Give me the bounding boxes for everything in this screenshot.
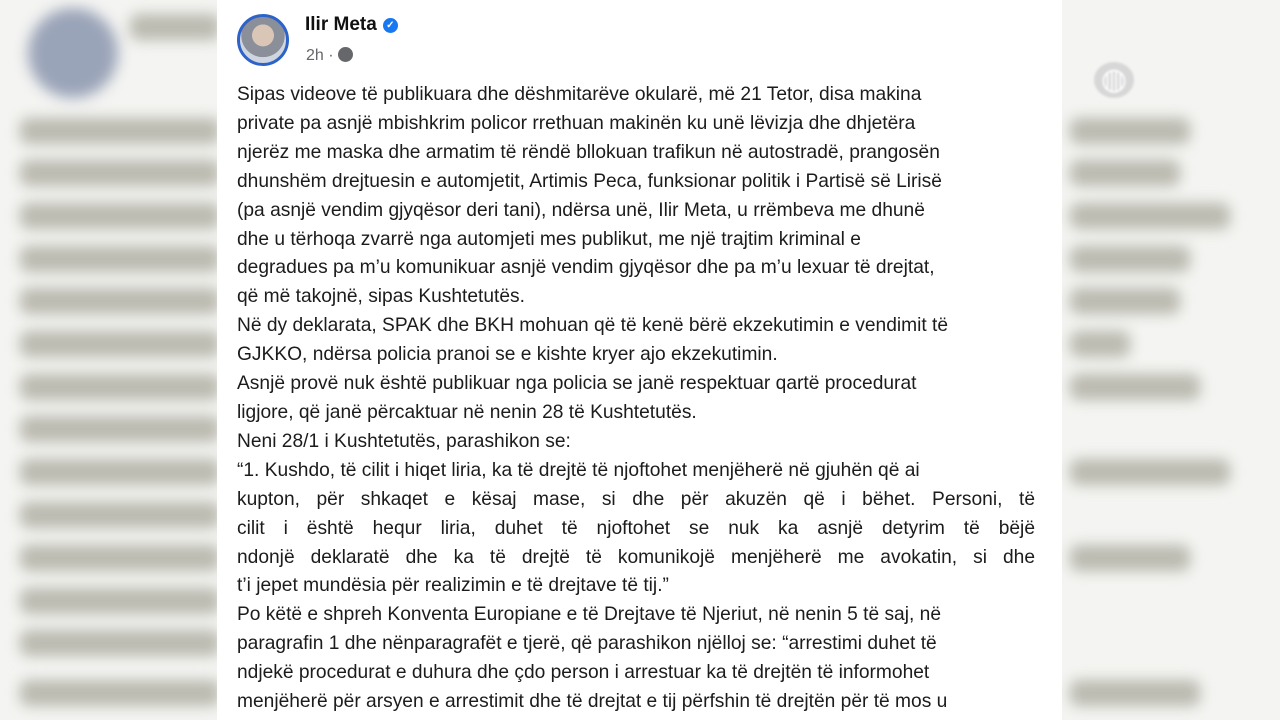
globe-icon [338, 47, 353, 62]
post-line: “1. Kushdo, të cilit i hiqet liria, ka të drejtë të njoftohet menjëherë në gjuhën që ai [237, 459, 920, 481]
post-line: degradues pa m’u komunikuar asnjë vendim gjyqësor dhe pa m’u lexuar të drejtat, [237, 257, 935, 279]
post-line: dhunshëm drejtuesin e automjetit, Artimis Peca, funksionar politik i Partisë së Lirisë [237, 170, 942, 192]
post-line: Në dy deklarata, SPAK dhe BKH mohuan që të kenë bërë ekzekutimin e vendimit të [237, 315, 949, 337]
post-line: Asnjë provë nuk është publikuar nga policia se janë respektuar qartë procedurat [237, 373, 917, 395]
post-line: që më takojnë, sipas Kushtetutës. [237, 286, 525, 308]
post-line: ndonjë deklaratë dhe ka të drejtë të komunikojë menjëherë me avokatin, si dhe [237, 546, 1035, 568]
post-line: ndjekë procedurat e duhura dhe çdo person i arrestuar ka të drejtën të informohet [237, 662, 930, 684]
post-line: menjëherë për arsyen e arrestimit dhe të drejtat e tij përfshin të drejtën për të mos u [237, 691, 948, 713]
post-line: paragrafin 1 dhe nënparagrafët e tjerë, që parashikon njëlloj se: “arrestimi duhet të [237, 633, 937, 655]
post-line: cilit i është hequr liria, duhet të njoftohet se nuk ka asnjë detyrim të bëjë [237, 517, 1035, 539]
post-line: njerëz me maska dhe armatim të rëndë bllokuan trafikun në autostradë, prangosën [237, 141, 940, 163]
post-text [237, 81, 1037, 717]
post-meta [306, 47, 353, 65]
post-line: Sipas videove të publikuara dhe dëshmitarëve okularë, më 21 Tetor, disa makina [237, 84, 922, 105]
post-line: Neni 28/1 i Kushtetutës, parashikon se: [237, 430, 571, 452]
author-avatar[interactable] [237, 14, 289, 66]
blurred-globe-icon: ◍ [1094, 62, 1134, 98]
author-name-row [305, 14, 398, 36]
post-line: t’i jepet mundësia për realizimin e të drejtave të tij.” [237, 575, 669, 597]
post-line: kupton, për shkaqet e kësaj mase, si dhe për akuzën që i bëhet. Personi, të [237, 488, 1035, 510]
post-line: Po këtë e shpreh Konventa Europiane e të Drejtave të Njeriut, në nenin 5 të saj, në [237, 604, 941, 626]
post-time[interactable]: 2h [306, 47, 324, 64]
post-line: ligjore, që janë përcaktuar në nenin 28 të Kushtetutës. [237, 401, 697, 423]
post-line: (pa asnjë vendim gjyqësor deri tani), ndërsa unë, Ilir Meta, u rrëmbeva me dhunë [237, 199, 925, 221]
verified-badge-icon: ✓ [383, 18, 398, 33]
post-line: GJKKO, ndërsa policia pranoi se e kishte kryer ajo ekzekutimin. [237, 344, 778, 366]
author-name[interactable]: Ilir Meta [305, 14, 377, 35]
post-line: private pa asnjë mbishkrim policor rrethuan makinën ku unë lëvizja dhe dhjetëra [237, 112, 916, 134]
meta-separator: · [328, 47, 334, 64]
post-line: dhe u tërhoqa zvarrë nga automjeti mes publikut, me një trajtim kriminal e [237, 228, 861, 250]
